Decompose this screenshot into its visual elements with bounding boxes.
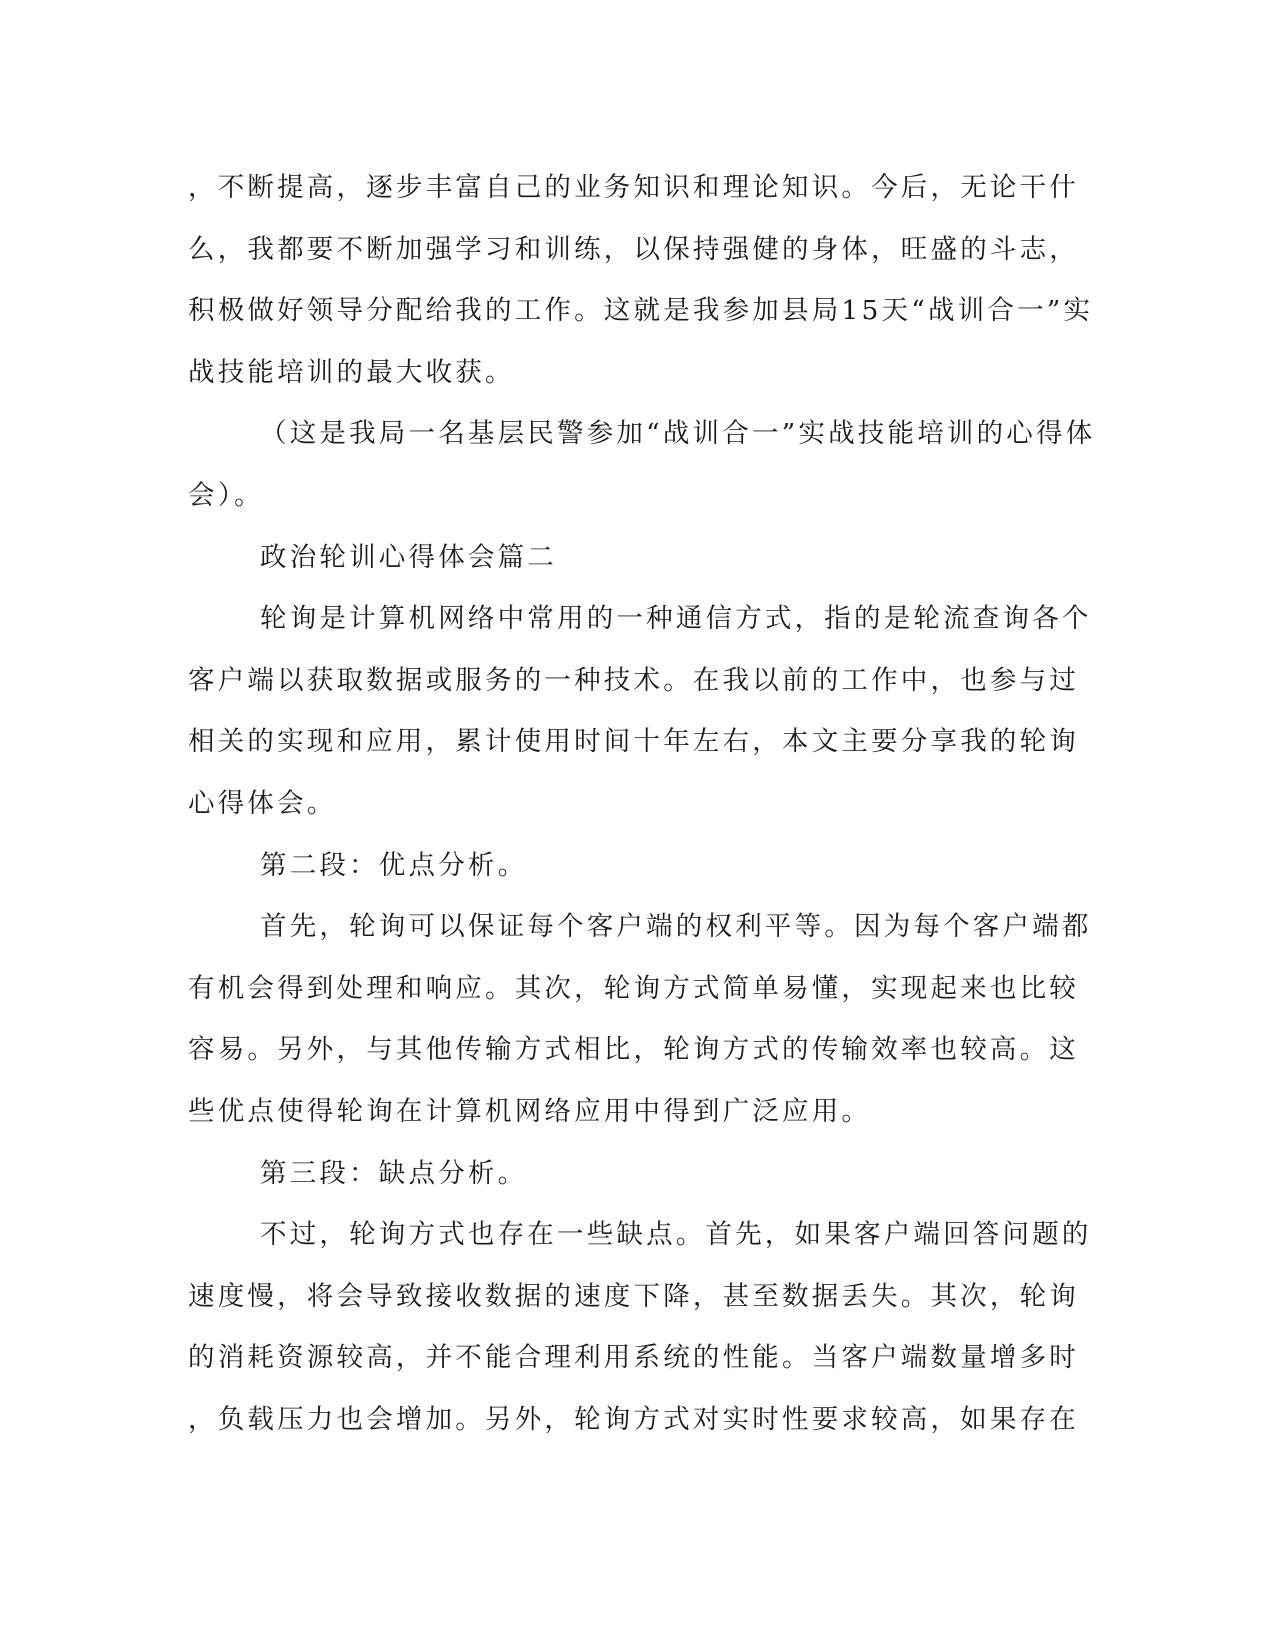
text-line: 会）。: [188, 479, 264, 511]
paragraph-start-line: 轮询是计算机网络中常用的一种通信方式，指的是轮流查询各个: [260, 603, 1092, 635]
paragraph-start-line: （这是我局一名基层民警参加“战训合一”实战技能培训的心得体: [260, 418, 1096, 450]
text-line: 积极做好领导分配给我的工作。这就是我参加县局15天“战训合一”实: [188, 295, 1094, 327]
text-line: 容易。另外，与其他传输方式相比，轮询方式的传输效率也较高。这: [188, 1034, 1079, 1066]
text-line: 的消耗资源较高，并不能合理利用系统的性能。当客户端数量增多时: [188, 1342, 1079, 1374]
text-line: ，负载压力也会增加。另外，轮询方式对实时性要求较高，如果存在: [188, 1403, 1079, 1435]
paragraph-start-line: 不过，轮询方式也存在一些缺点。首先，如果客户端回答问题的: [260, 1219, 1092, 1251]
paragraph-start-line: 首先，轮询可以保证每个客户端的权利平等。因为每个客户端都: [260, 911, 1092, 943]
section-heading: 第二段：优点分析。: [260, 849, 528, 881]
section-heading: 政治轮训心得体会篇二: [260, 541, 557, 573]
text-line: 么，我都要不断加强学习和训练，以保持强健的身体，旺盛的斗志，: [188, 233, 1079, 265]
text-line: 心得体会。: [188, 787, 337, 819]
text-line: 速度慢，将会导致接收数据的速度下降，甚至数据丢失。其次，轮询: [188, 1280, 1079, 1312]
text-line: 客户端以获取数据或服务的一种技术。在我以前的工作中，也参与过: [188, 664, 1079, 696]
text-line: ，不断提高，逐步丰富自己的业务知识和理论知识。今后，无论干什: [188, 172, 1079, 203]
text-line: 战技能培训的最大收获。: [188, 356, 515, 388]
section-heading: 第三段：缺点分析。: [260, 1157, 528, 1189]
text-line: 有机会得到处理和响应。其次，轮询方式简单易懂，实现起来也比较: [188, 972, 1079, 1004]
document-body: [188, 165, 1096, 1458]
text-line: 些优点使得轮询在计算机网络应用中得到广泛应用。: [188, 1095, 872, 1127]
text-line: 相关的实现和应用，累计使用时间十年左右，本文主要分享我的轮询: [188, 726, 1079, 758]
